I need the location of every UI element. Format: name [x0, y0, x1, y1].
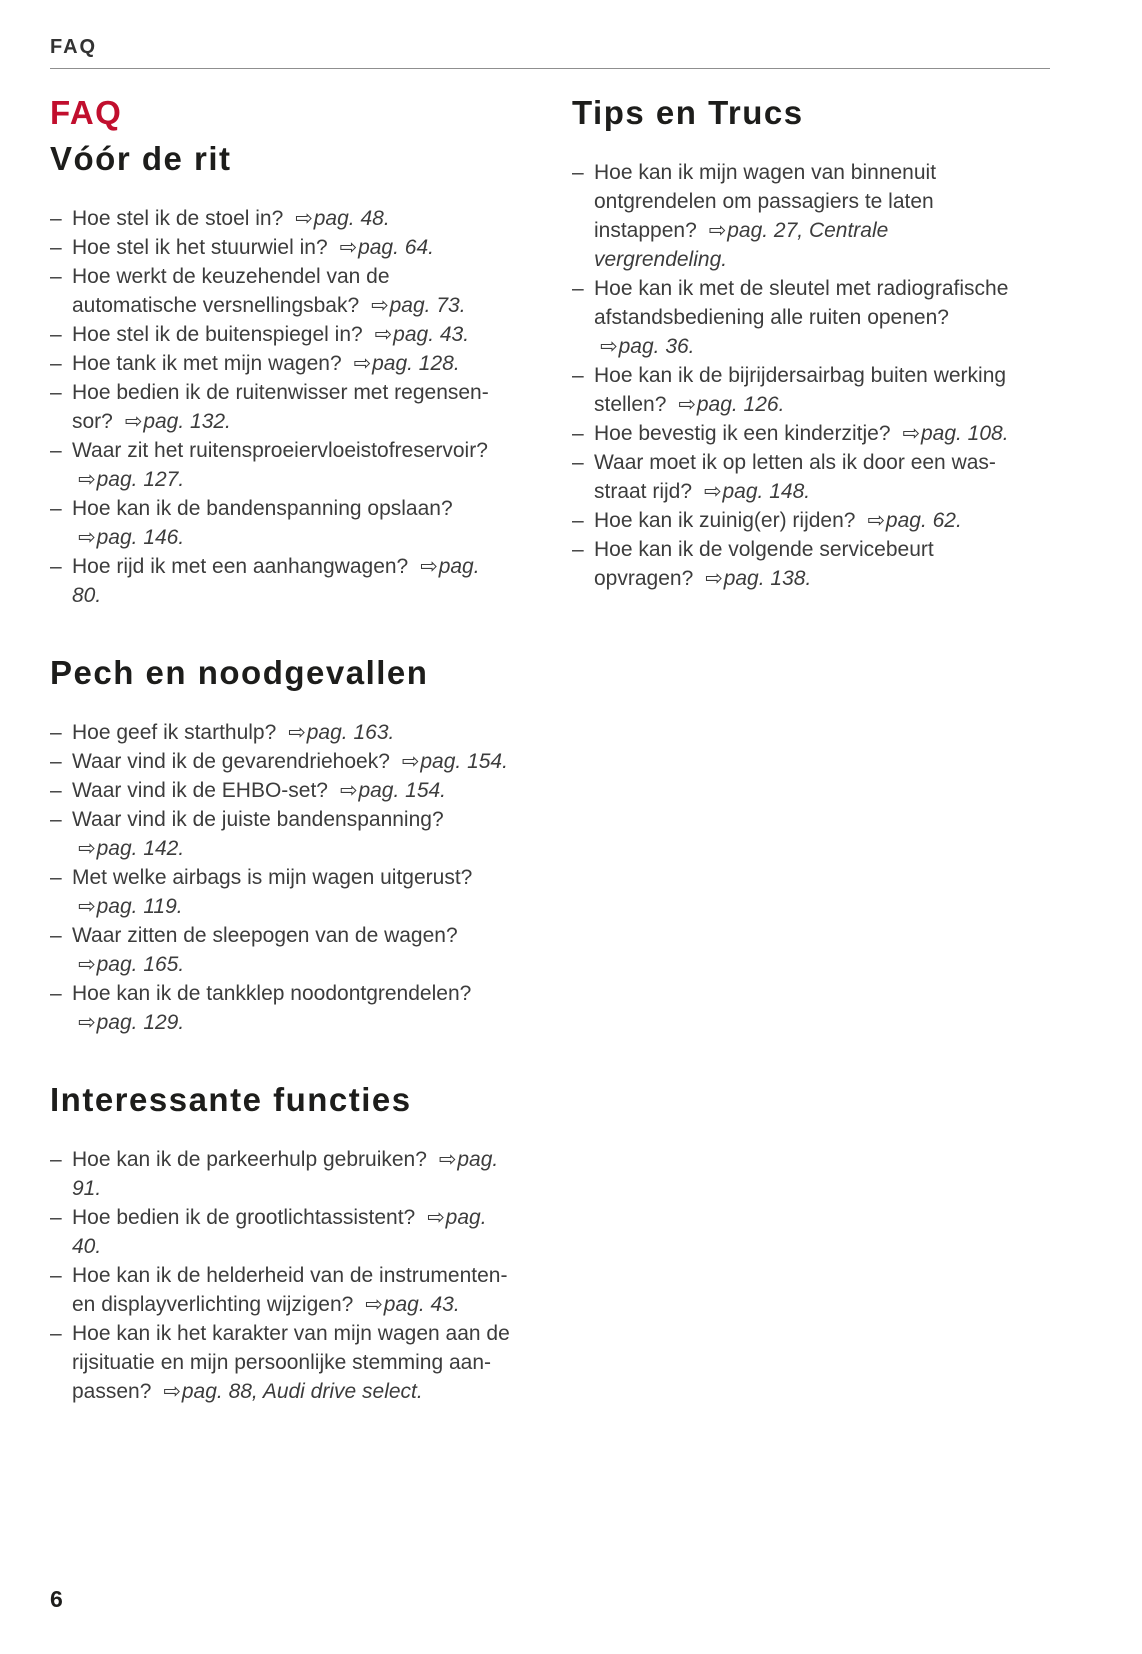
dash-bullet: – [50, 924, 62, 947]
running-header: FAQ [50, 36, 98, 58]
question-text: Waar vind ik de gevarendriehoek? [72, 750, 390, 773]
dash-bullet: – [50, 497, 62, 520]
question-text: Hoe kan ik de bijrijdersairbag buiten werking stellen? [594, 364, 1007, 416]
left-column [50, 94, 512, 1406]
dash-bullet: – [50, 439, 62, 462]
page-ref-arrow-icon: ⇨ [353, 352, 372, 375]
page-ref: pag. 154. [358, 779, 447, 802]
question-text: Waar vind ik de EHBO-set? [72, 779, 328, 802]
page-ref-arrow-icon: ⇨ [420, 555, 438, 578]
faq-item [50, 320, 512, 349]
page-ref: pag. 73. [389, 294, 466, 317]
faq-item [50, 378, 512, 436]
question-text: Waar zitten de sleepogen van de wagen? [72, 924, 458, 947]
question-text: Hoe bevestig ik een kinderzitje? [594, 422, 891, 445]
page-ref: pag. 43. [393, 323, 470, 346]
page-ref-arrow-icon: ⇨ [401, 750, 420, 773]
question-text: Hoe tank ik met mijn wagen? [72, 352, 342, 375]
question-text: Met welke airbags is mijn wagen uitgerust? [72, 866, 473, 889]
dash-bullet: – [572, 509, 584, 532]
question-text: Hoe kan ik met de sleutel met radiografische afstandsbediening alle ruiten openen? [594, 277, 1009, 329]
dash-bullet: – [50, 555, 62, 578]
page-ref: pag. 154. [420, 750, 508, 773]
page-ref-arrow-icon: ⇨ [339, 779, 358, 802]
dash-bullet: – [572, 538, 584, 561]
question-text: Hoe stel ik het stuurwiel in? [72, 236, 328, 259]
right-column [572, 94, 1018, 1406]
question-text: Hoe geef ik starthulp? [72, 721, 277, 744]
page-ref: pag. 40. [72, 1206, 487, 1258]
page-ref-arrow-icon: ⇨ [163, 1380, 181, 1403]
faq-item [572, 535, 1018, 593]
page-ref: pag. 132. [143, 410, 231, 433]
page-ref: pag. 62. [885, 509, 962, 532]
page-ref: pag. 108. [920, 422, 1009, 445]
faq-item [50, 776, 512, 805]
page-ref-arrow-icon: ⇨ [78, 837, 96, 860]
dash-bullet: – [50, 1206, 62, 1229]
faq-item [50, 863, 512, 921]
section-heading-voor-de-rit: Vóór de rit [50, 140, 232, 177]
page-ref: pag. 36. [618, 335, 695, 358]
faq-item [50, 1319, 512, 1406]
page-ref: pag. 64. [358, 236, 434, 259]
faq-list-interessante-functies [50, 1145, 512, 1406]
page-ref: pag. 127. [96, 468, 185, 491]
dash-bullet: – [50, 265, 62, 288]
page-ref: pag. 165. [96, 953, 185, 976]
faq-item [50, 262, 512, 320]
question-text: Hoe rijd ik met een aanhangwagen? [72, 555, 409, 578]
question-text: Waar moet ik op letten als ik door een wasstraat rijd? [594, 451, 996, 503]
faq-item [50, 233, 512, 262]
faq-item [572, 158, 1018, 274]
header-rule [50, 68, 1050, 69]
question-text: Hoe kan ik de bandenspanning opslaan? [72, 497, 453, 520]
page-ref: pag. 142. [96, 837, 185, 860]
page-ref: pag. 126. [696, 393, 785, 416]
question-text: Hoe bedien ik de ruitenwisser met regensensor? [72, 381, 489, 433]
page-ref: pag. 88, Audi drive select. [181, 1380, 423, 1403]
section-heading-pech-en-noodgevallen: Pech en noodgevallen [50, 654, 429, 691]
page-ref: pag. 148. [722, 480, 811, 503]
page-ref-arrow-icon: ⇨ [124, 410, 143, 433]
dash-bullet: – [50, 808, 62, 831]
faq-item [50, 747, 512, 776]
page-ref-arrow-icon: ⇨ [371, 294, 389, 317]
page-ref-arrow-icon: ⇨ [438, 1148, 457, 1171]
page-ref: pag. 128. [372, 352, 460, 375]
faq-list-pech-en-noodgevallen [50, 718, 512, 1037]
dash-bullet: – [50, 866, 62, 889]
content-columns [50, 94, 1092, 1406]
faq-item [50, 921, 512, 979]
faq-item [572, 419, 1018, 448]
faq-item [572, 274, 1018, 361]
dash-bullet: – [50, 779, 62, 802]
faq-item [572, 506, 1018, 535]
faq-item [50, 1203, 512, 1261]
dash-bullet: – [50, 750, 62, 773]
question-text: Hoe kan ik de volgende servicebeurt opvragen? [594, 538, 934, 590]
faq-item [50, 979, 512, 1037]
page-ref-arrow-icon: ⇨ [78, 526, 96, 549]
page-ref-arrow-icon: ⇨ [705, 567, 723, 590]
dash-bullet: – [50, 236, 62, 259]
question-text: Hoe kan ik de tankklep noodontgrendelen? [72, 982, 472, 1005]
page-ref-arrow-icon: ⇨ [78, 468, 96, 491]
page-ref: pag. 138. [723, 567, 812, 590]
page-ref-arrow-icon: ⇨ [339, 236, 358, 259]
faq-item [50, 204, 512, 233]
faq-item [50, 349, 512, 378]
page-ref-arrow-icon: ⇨ [703, 480, 722, 503]
dash-bullet: – [50, 352, 62, 375]
page-ref-arrow-icon: ⇨ [78, 953, 96, 976]
page-ref: pag. 119. [96, 895, 183, 918]
page-ref-arrow-icon: ⇨ [678, 393, 696, 416]
faq-item [572, 448, 1018, 506]
question-text: Hoe bedien ik de grootlichtassistent? [72, 1206, 416, 1229]
dash-bullet: – [50, 1148, 62, 1171]
question-text: Hoe kan ik de parkeerhulp gebruiken? [72, 1148, 427, 1171]
page-ref: pag. 48. [313, 207, 390, 230]
faq-list-tips-en-trucs [572, 158, 1018, 593]
question-text: Hoe kan ik de helderheid van de instrumenten- en displayverlichting wijzigen? [72, 1264, 508, 1316]
question-text: Hoe werkt de keuzehendel van de automatische versnellingsbak? [72, 265, 390, 317]
question-text: Hoe kan ik mijn wagen van binnenuit ontgrendelen om passagiers te laten instappen? [594, 161, 937, 242]
page-ref: pag. 80. [72, 555, 480, 607]
faq-item [50, 1261, 512, 1319]
page-ref-arrow-icon: ⇨ [78, 1011, 96, 1034]
faq-title: FAQ [50, 94, 123, 131]
page-ref-arrow-icon: ⇨ [867, 509, 885, 532]
dash-bullet: – [572, 422, 584, 445]
page-ref-arrow-icon: ⇨ [427, 1206, 445, 1229]
dash-bullet: – [572, 364, 584, 387]
page-ref-arrow-icon: ⇨ [708, 219, 727, 242]
page-ref-arrow-icon: ⇨ [902, 422, 920, 445]
faq-item [572, 361, 1018, 419]
page-ref: pag. 27, Centrale vergrendeling. [594, 219, 889, 271]
page-ref: pag. 146. [96, 526, 185, 549]
dash-bullet: – [50, 721, 62, 744]
dash-bullet: – [50, 1264, 62, 1287]
page-ref: pag. 129. [96, 1011, 185, 1034]
faq-item [50, 494, 512, 552]
question-text: Waar zit het ruitensproeiervloeistofreservoir? [72, 439, 488, 462]
section-heading-tips-en-trucs: Tips en Trucs [572, 94, 804, 131]
faq-item [50, 436, 512, 494]
page-number: 6 [50, 1586, 63, 1612]
section-heading-interessante-functies: Interessante functies [50, 1081, 412, 1118]
dash-bullet: – [50, 207, 62, 230]
page-ref-arrow-icon: ⇨ [365, 1293, 383, 1316]
question-text: Hoe kan ik zuinig(er) rijden? [594, 509, 856, 532]
page-ref-arrow-icon: ⇨ [295, 207, 313, 230]
page-ref: pag. 43. [383, 1293, 460, 1316]
dash-bullet: – [50, 323, 62, 346]
faq-item [50, 805, 512, 863]
dash-bullet: – [50, 1322, 62, 1345]
faq-item [50, 718, 512, 747]
question-text: Waar vind ik de juiste bandenspanning? [72, 808, 444, 831]
dash-bullet: – [572, 161, 584, 184]
page-ref-arrow-icon: ⇨ [374, 323, 393, 346]
faq-list-voor-de-rit [50, 204, 512, 610]
page-ref-arrow-icon: ⇨ [600, 335, 618, 358]
page-ref-arrow-icon: ⇨ [78, 895, 96, 918]
question-text: Hoe stel ik de buitenspiegel in? [72, 323, 363, 346]
page-ref-arrow-icon: ⇨ [288, 721, 306, 744]
question-text: Hoe stel ik de stoel in? [72, 207, 284, 230]
dash-bullet: – [572, 277, 584, 300]
faq-item [50, 552, 512, 610]
question-text: Hoe kan ik het karakter van mijn wagen aan de rijsituatie en mijn persoonlijke stemming aanpassen? [72, 1322, 510, 1403]
dash-bullet: – [50, 381, 62, 404]
page-ref: pag. 91. [72, 1148, 499, 1200]
dash-bullet: – [572, 451, 584, 474]
page-ref: pag. 163. [306, 721, 395, 744]
faq-item [50, 1145, 512, 1203]
dash-bullet: – [50, 982, 62, 1005]
